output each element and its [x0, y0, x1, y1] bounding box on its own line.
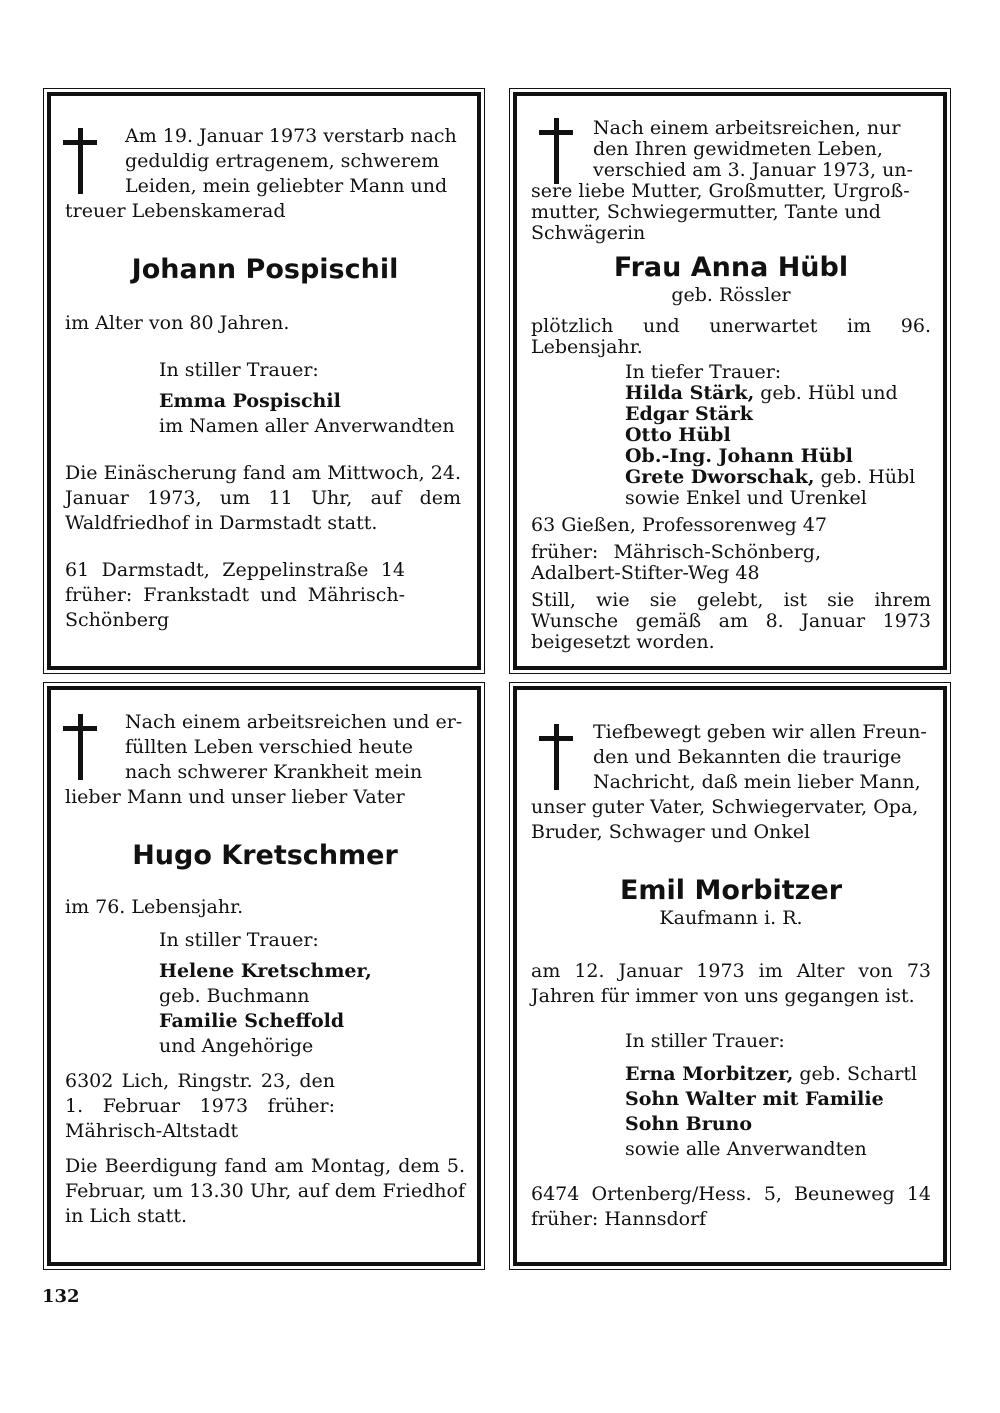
intro-line: lieber Mann und unser lieber Vater — [65, 786, 405, 808]
age-text: im Alter von 80 Jahren. — [65, 312, 290, 334]
mourner: sowie alle Anverwandten — [625, 1138, 867, 1160]
deceased-name: Johann Pospischil — [131, 254, 399, 285]
mourner: Erna Morbitzer, geb. Schartl — [625, 1063, 918, 1085]
intro-line: Am 19. Januar 1973 verstarb nach — [125, 125, 457, 147]
age-text: am 12. Januar 1973 im Alter von 73 Jahren für immer von uns gegangen ist. — [531, 960, 931, 1007]
ceremony-details: Die Einäscherung fand am Mittwoch, 24. Januar 1973, um 11 Uhr, auf dem Waldfriedhof in Darmstadt statt. — [65, 462, 461, 534]
deceased-name: Hugo Kretschmer — [132, 840, 398, 871]
mourner: Otto Hübl — [625, 424, 731, 446]
maiden-name: geb. Rössler — [671, 284, 791, 306]
mourner: Familie Scheffold — [159, 1010, 345, 1032]
burial-details: Still, wie sie gelebt, ist sie ihrem Wunsche gemäß am 8. Januar 1973 beigesetzt worden. — [531, 589, 931, 653]
address-details: 61 Darmstadt, Zeppelinstraße 14 früher: Frankstadt und Mährisch-Schönberg — [65, 559, 405, 631]
intro-line: den Ihren gewidmeten Leben, — [593, 138, 883, 160]
intro-line: Schwägerin — [531, 222, 646, 244]
mourner: und Angehörige — [159, 1035, 314, 1057]
intro-line: verschied am 3. Januar 1973, un- — [593, 159, 913, 181]
mourning-heading: In tiefer Trauer: — [625, 361, 782, 383]
profession: Kaufmann i. R. — [659, 907, 803, 929]
intro-line: treuer Lebenskamerad — [65, 200, 286, 222]
intro-line: mutter, Schwiegermutter, Tante und — [531, 201, 881, 223]
intro-line: Bruder, Schwager und Onkel — [531, 821, 811, 843]
intro-line: Nach einem arbeitsreichen und er- — [125, 711, 463, 733]
deceased-name: Frau Anna Hübl — [613, 252, 849, 283]
intro-line: sere liebe Mutter, Großmutter, Urgroß- — [531, 180, 910, 202]
intro-line: füllten Leben verschied heute — [125, 736, 413, 758]
address-details: 63 Gießen, Professorenweg 47 — [531, 514, 827, 536]
mourner: Emma Pospischil — [159, 390, 341, 412]
intro-line: nach schwerer Krankheit mein — [125, 761, 423, 783]
age-text: im 76. Lebensjahr. — [65, 896, 244, 918]
mourner: sowie Enkel und Urenkel — [625, 487, 867, 509]
mourner: Hilda Stärk, geb. Hübl und — [625, 382, 898, 404]
obituary-card-kretschmer — [47, 686, 481, 1266]
mourning-heading: In stiller Trauer: — [159, 359, 319, 381]
obituary-card-pospischil — [47, 92, 481, 670]
mourner: Grete Dworschak, geb. Hübl — [625, 466, 916, 488]
deceased-name: Emil Morbitzer — [619, 875, 843, 906]
intro-line: Nach einem arbeitsreichen, nur — [593, 117, 901, 139]
mourner: Edgar Stärk — [625, 403, 753, 425]
address-details: 6474 Ortenberg/Hess. 5, Beuneweg 14 früher: Hannsdorf — [531, 1183, 931, 1230]
page-number: 132 — [42, 1286, 80, 1307]
address-details: 6302 Lich, Ringstr. 23, den 1. Februar 1973 früher: Mährisch-Altstadt — [65, 1070, 335, 1142]
mourner: im Namen aller Anverwandten — [159, 415, 455, 437]
mourner: Sohn Bruno — [625, 1113, 753, 1135]
address-details: früher: Mährisch-Schönberg, Adalbert-Stifter-Weg 48 — [531, 541, 821, 584]
intro-line: Leiden, mein geliebter Mann und — [125, 175, 448, 197]
intro-line: Tiefbewegt geben wir allen Freun- — [593, 721, 927, 743]
obituary-card-morbitzer — [513, 686, 947, 1266]
mourning-heading: In stiller Trauer: — [159, 929, 319, 951]
intro-line: geduldig ertragenem, schwerem — [125, 150, 440, 172]
mourner: geb. Buchmann — [159, 985, 310, 1007]
intro-line: unser guter Vater, Schwiegervater, Opa, — [531, 796, 919, 818]
obituary-card-huebl — [513, 92, 947, 670]
mourner: Helene Kretschmer, — [159, 960, 372, 982]
intro-line: den und Bekannten die traurige — [593, 746, 902, 768]
ceremony-details: Die Beerdigung fand am Montag, dem 5. Februar, um 13.30 Uhr, auf dem Friedhof in Lich statt. — [65, 1155, 465, 1227]
mourner: Sohn Walter mit Familie — [625, 1088, 884, 1110]
mourning-heading: In stiller Trauer: — [625, 1030, 785, 1052]
age-text: plötzlich und unerwartet im 96. Lebensjahr. — [531, 315, 931, 358]
intro-line: Nachricht, daß mein lieber Mann, — [593, 771, 921, 793]
mourner: Ob.-Ing. Johann Hübl — [625, 445, 853, 467]
